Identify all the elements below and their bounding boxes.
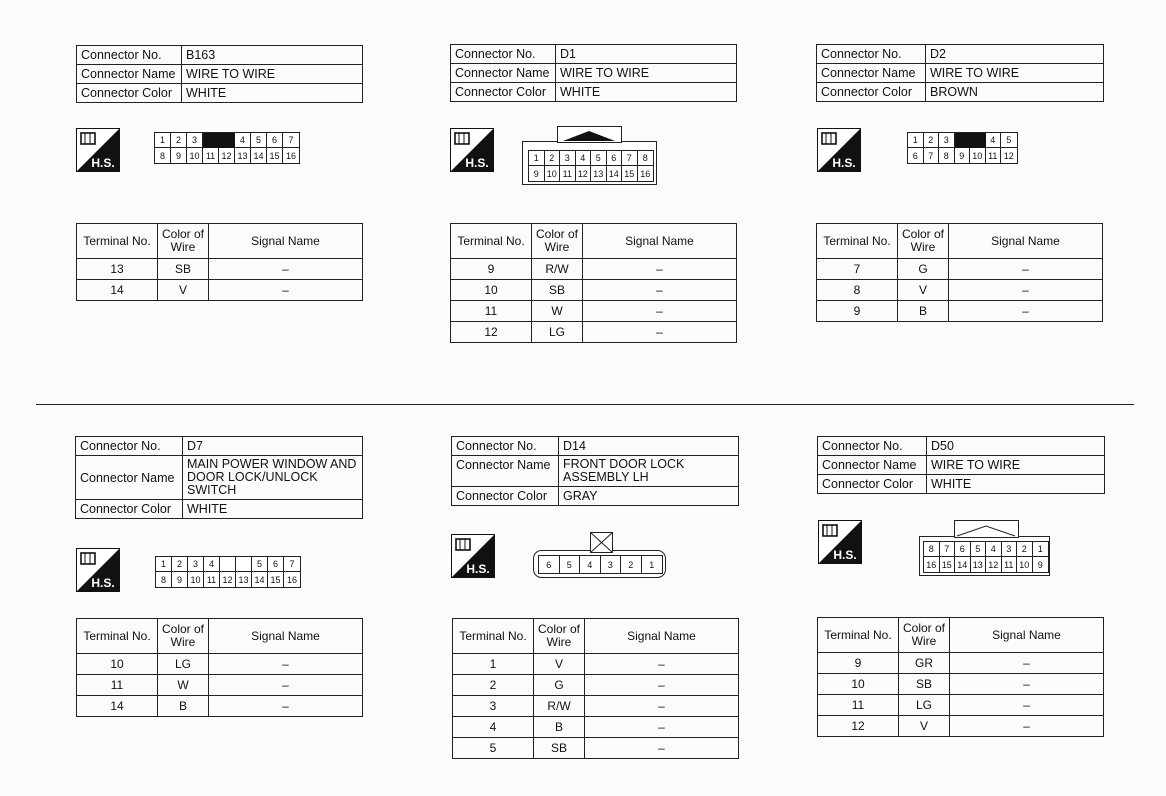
signal-name-cell: – bbox=[583, 280, 737, 301]
terminal-no-cell: 9 bbox=[817, 301, 898, 322]
hs-connector-icon bbox=[76, 128, 120, 172]
connector-color-value: WHITE bbox=[183, 500, 363, 519]
connector-key-slot bbox=[219, 133, 235, 148]
terminal-row bbox=[818, 674, 1104, 695]
terminal-row bbox=[451, 259, 737, 280]
terminal-table bbox=[76, 223, 363, 301]
connector-color-label: Connector Color bbox=[76, 500, 183, 519]
terminal-no-cell: 3 bbox=[453, 696, 534, 717]
wire-color-cell: V bbox=[898, 280, 949, 301]
connector-pin: 3 bbox=[188, 557, 204, 572]
terminal-table bbox=[816, 223, 1103, 322]
wire-color-cell: LG bbox=[899, 695, 950, 716]
signal-name-cell: – bbox=[949, 301, 1103, 322]
connector-pin: 4 bbox=[235, 133, 251, 148]
connector-pin: 15 bbox=[622, 166, 638, 181]
terminal-no-cell: 2 bbox=[453, 675, 534, 696]
terminal-no-cell: 9 bbox=[451, 259, 532, 280]
connector-info-table bbox=[451, 436, 739, 506]
wire-color-cell: V bbox=[534, 654, 585, 675]
terminal-row bbox=[77, 280, 363, 301]
signal-name-cell: – bbox=[209, 654, 363, 675]
connector-panel-d7 bbox=[75, 436, 365, 796]
terminal-row bbox=[77, 259, 363, 280]
terminal-row bbox=[77, 654, 363, 675]
wire-color-header: Color of Wire bbox=[898, 224, 949, 259]
wire-color-header: Color of Wire bbox=[899, 618, 950, 653]
connector-pin-grid bbox=[923, 541, 1049, 573]
connector-pin: 4 bbox=[576, 151, 592, 166]
hs-label: H.S. bbox=[833, 548, 857, 562]
connector-pin: 9 bbox=[529, 166, 545, 181]
connector-pin: 5 bbox=[251, 133, 267, 148]
connector-pin: 4 bbox=[986, 542, 1002, 557]
terminal-no-cell: 9 bbox=[818, 653, 899, 674]
connector-face bbox=[919, 520, 1053, 578]
connector-color-label: Connector Color bbox=[818, 475, 927, 494]
connector-pin: 15 bbox=[940, 557, 956, 572]
connector-pin: 13 bbox=[971, 557, 987, 572]
wire-color-header: Color of Wire bbox=[532, 224, 583, 259]
terminal-table bbox=[452, 618, 739, 759]
connector-pin: 3 bbox=[601, 556, 622, 573]
wire-color-cell: SB bbox=[534, 738, 585, 759]
connector-info-table bbox=[816, 44, 1104, 102]
terminal-no-cell: 12 bbox=[451, 322, 532, 343]
connector-pin: 1 bbox=[908, 133, 924, 148]
signal-name-header: Signal Name bbox=[950, 618, 1104, 653]
connector-pin: 12 bbox=[986, 557, 1002, 572]
terminal-no-cell: 11 bbox=[818, 695, 899, 716]
signal-name-header: Signal Name bbox=[209, 619, 363, 654]
connector-panel-d2 bbox=[816, 44, 1106, 404]
connector-pin: 1 bbox=[649, 559, 655, 570]
terminal-row bbox=[77, 696, 363, 717]
signal-name-header: Signal Name bbox=[949, 224, 1103, 259]
terminal-no-cell: 10 bbox=[451, 280, 532, 301]
connector-color-value: WHITE bbox=[927, 475, 1105, 494]
connector-pin: 7 bbox=[622, 151, 638, 166]
connector-name-value: WIRE TO WIRE bbox=[926, 64, 1104, 83]
connector-name-value: WIRE TO WIRE bbox=[182, 65, 363, 84]
connector-pin: 1 bbox=[529, 151, 545, 166]
connector-no-label: Connector No. bbox=[76, 437, 183, 456]
connector-pin: 12 bbox=[220, 572, 236, 587]
connector-key-slot bbox=[970, 133, 986, 148]
wire-color-cell: V bbox=[158, 280, 209, 301]
terminal-no-cell: 7 bbox=[817, 259, 898, 280]
connector-pin: 1 bbox=[156, 557, 172, 572]
signal-name-cell: – bbox=[209, 280, 363, 301]
connector-pin: 4 bbox=[580, 556, 601, 573]
hs-connector-icon bbox=[450, 128, 494, 172]
terminal-row bbox=[818, 695, 1104, 716]
connector-pin: 15 bbox=[268, 572, 284, 587]
wire-color-header: Color of Wire bbox=[158, 224, 209, 259]
signal-name-cell: – bbox=[950, 716, 1104, 737]
signal-name-cell: – bbox=[583, 259, 737, 280]
connector-no-value: B163 bbox=[182, 46, 363, 65]
terminal-table bbox=[817, 617, 1104, 737]
connector-pin: 8 bbox=[939, 148, 955, 163]
wire-color-cell: B bbox=[898, 301, 949, 322]
terminal-no-cell: 14 bbox=[77, 280, 158, 301]
connector-pin-grid bbox=[907, 132, 1018, 164]
connector-pin: 16 bbox=[285, 150, 296, 161]
connector-pin: 14 bbox=[252, 572, 268, 587]
connector-pin: 10 bbox=[187, 148, 203, 163]
wire-color-cell: W bbox=[532, 301, 583, 322]
connector-name-label: Connector Name bbox=[76, 456, 183, 500]
connector-no-value: D14 bbox=[559, 437, 739, 456]
terminal-no-header: Terminal No. bbox=[453, 619, 534, 654]
connector-pin: 1 bbox=[1033, 542, 1049, 557]
connector-no-label: Connector No. bbox=[452, 437, 559, 456]
terminal-no-cell: 13 bbox=[77, 259, 158, 280]
connector-pin: 13 bbox=[235, 148, 251, 163]
connector-pin: 1 bbox=[155, 133, 171, 148]
signal-name-header: Signal Name bbox=[209, 224, 363, 259]
connector-color-value: WHITE bbox=[182, 84, 363, 103]
connector-info-table bbox=[450, 44, 737, 102]
section-divider bbox=[36, 404, 1134, 405]
terminal-row bbox=[453, 738, 739, 759]
connector-pin: 13 bbox=[591, 166, 607, 181]
terminal-row bbox=[818, 653, 1104, 674]
connector-pin: 14 bbox=[251, 148, 267, 163]
connector-pin: 3 bbox=[939, 133, 955, 148]
connector-no-value: D2 bbox=[926, 45, 1104, 64]
terminal-row bbox=[451, 301, 737, 322]
connector-color-label: Connector Color bbox=[451, 83, 556, 102]
connector-pin: 7 bbox=[284, 557, 300, 572]
connector-name-label: Connector Name bbox=[817, 64, 926, 83]
connector-face bbox=[151, 127, 374, 167]
connector-pin: 3 bbox=[187, 133, 203, 148]
connector-pin: 5 bbox=[560, 556, 581, 573]
connector-pin: 2 bbox=[545, 151, 561, 166]
signal-name-cell: – bbox=[583, 322, 737, 343]
terminal-row bbox=[817, 301, 1103, 322]
terminal-row bbox=[453, 717, 739, 738]
connector-key-slot bbox=[955, 133, 971, 148]
connector-pin: 3 bbox=[560, 151, 576, 166]
connector-pin: 14 bbox=[955, 557, 971, 572]
connector-pin: 9 bbox=[955, 148, 971, 163]
connector-panel-b163 bbox=[76, 45, 366, 405]
wire-color-cell: SB bbox=[899, 674, 950, 695]
connector-pin: 11 bbox=[203, 148, 219, 163]
connector-color-value: BROWN bbox=[926, 83, 1104, 102]
connector-name-label: Connector Name bbox=[451, 64, 556, 83]
connector-pin: 5 bbox=[971, 542, 987, 557]
signal-name-header: Signal Name bbox=[585, 619, 739, 654]
connector-name-value: WIRE TO WIRE bbox=[556, 64, 737, 83]
connector-pin: 7 bbox=[940, 542, 956, 557]
connector-pin: 11 bbox=[1002, 557, 1018, 572]
signal-name-cell: – bbox=[209, 259, 363, 280]
connector-pin: 8 bbox=[156, 572, 172, 587]
connector-info-table bbox=[75, 436, 363, 519]
signal-name-header: Signal Name bbox=[583, 224, 737, 259]
terminal-no-header: Terminal No. bbox=[817, 224, 898, 259]
connector-no-value: D7 bbox=[183, 437, 363, 456]
connector-pin: 7 bbox=[924, 148, 940, 163]
terminal-no-header: Terminal No. bbox=[77, 619, 158, 654]
terminal-row bbox=[818, 716, 1104, 737]
wire-color-cell: SB bbox=[532, 280, 583, 301]
connector-no-label: Connector No. bbox=[77, 46, 182, 65]
connector-pin: 5 bbox=[252, 557, 268, 572]
connector-pin: 10 bbox=[970, 148, 986, 163]
connector-pin: 10 bbox=[188, 572, 204, 587]
connector-no-label: Connector No. bbox=[451, 45, 556, 64]
connector-empty-slot bbox=[220, 557, 236, 572]
terminal-row bbox=[817, 280, 1103, 301]
hs-label: H.S. bbox=[91, 576, 115, 590]
connector-pin: 12 bbox=[219, 148, 235, 163]
connector-info-table bbox=[817, 436, 1105, 494]
terminal-table bbox=[76, 618, 363, 717]
connector-pin: 6 bbox=[267, 133, 283, 148]
terminal-row bbox=[817, 259, 1103, 280]
signal-name-cell: – bbox=[585, 738, 739, 759]
signal-name-cell: – bbox=[209, 696, 363, 717]
connector-pin-grid bbox=[538, 555, 663, 574]
connector-pin: 3 bbox=[1002, 542, 1018, 557]
connector-pin-grid bbox=[155, 556, 301, 588]
connector-pin: 7 bbox=[283, 133, 299, 148]
hs-label: H.S. bbox=[91, 156, 115, 170]
connector-name-label: Connector Name bbox=[77, 65, 182, 84]
connector-color-label: Connector Color bbox=[817, 83, 926, 102]
terminal-no-header: Terminal No. bbox=[77, 224, 158, 259]
connector-pin-grid bbox=[154, 132, 300, 164]
connector-pin: 8 bbox=[638, 151, 654, 166]
wire-color-cell: SB bbox=[158, 259, 209, 280]
signal-name-cell: – bbox=[583, 301, 737, 322]
connector-color-value: GRAY bbox=[559, 487, 739, 506]
connector-pin: 13 bbox=[236, 572, 252, 587]
signal-name-cell: – bbox=[949, 259, 1103, 280]
hs-label: H.S. bbox=[832, 156, 856, 170]
connector-panel-d14 bbox=[451, 436, 741, 796]
signal-name-cell: – bbox=[950, 653, 1104, 674]
connector-pin: 15 bbox=[267, 148, 283, 163]
connector-pin-grid bbox=[528, 150, 654, 182]
connector-color-label: Connector Color bbox=[77, 84, 182, 103]
terminal-no-cell: 10 bbox=[818, 674, 899, 695]
signal-name-cell: – bbox=[950, 695, 1104, 716]
terminal-no-cell: 10 bbox=[77, 654, 158, 675]
terminal-row bbox=[451, 280, 737, 301]
connector-face bbox=[152, 551, 377, 593]
wire-color-cell: B bbox=[158, 696, 209, 717]
connector-pin: 14 bbox=[607, 166, 623, 181]
connector-name-value: FRONT DOOR LOCK ASSEMBLY LH bbox=[559, 456, 739, 487]
terminal-no-header: Terminal No. bbox=[451, 224, 532, 259]
wire-color-header: Color of Wire bbox=[534, 619, 585, 654]
connector-panel-d1 bbox=[450, 44, 740, 404]
connector-pin: 2 bbox=[1017, 542, 1033, 557]
connector-pin: 11 bbox=[560, 166, 576, 181]
hs-label: H.S. bbox=[465, 156, 489, 170]
connector-face bbox=[904, 127, 1024, 169]
terminal-no-cell: 12 bbox=[818, 716, 899, 737]
connector-pin: 12 bbox=[576, 166, 592, 181]
connector-pin: 2 bbox=[172, 557, 188, 572]
connector-pin: 5 bbox=[591, 151, 607, 166]
connector-panel-d50 bbox=[817, 436, 1107, 796]
terminal-no-cell: 4 bbox=[453, 717, 534, 738]
connector-pin: 4 bbox=[986, 133, 1002, 148]
connector-pin: 6 bbox=[268, 557, 284, 572]
connector-pin: 11 bbox=[204, 572, 220, 587]
connector-no-label: Connector No. bbox=[817, 45, 926, 64]
wire-color-cell: GR bbox=[899, 653, 950, 674]
hs-connector-icon bbox=[76, 548, 120, 592]
wire-color-cell: R/W bbox=[532, 259, 583, 280]
hs-label: H.S. bbox=[466, 562, 490, 576]
connector-pin: 2 bbox=[171, 133, 187, 148]
terminal-no-cell: 11 bbox=[77, 675, 158, 696]
hs-connector-icon bbox=[818, 520, 862, 564]
connector-pin: 2 bbox=[924, 133, 940, 148]
connector-info-table bbox=[76, 45, 363, 103]
wire-color-cell: R/W bbox=[534, 696, 585, 717]
signal-name-cell: – bbox=[585, 654, 739, 675]
wire-color-cell: W bbox=[158, 675, 209, 696]
signal-name-cell: – bbox=[950, 674, 1104, 695]
connector-pin: 16 bbox=[640, 168, 651, 179]
connector-pin: 6 bbox=[539, 556, 560, 573]
hs-connector-icon bbox=[817, 128, 861, 172]
connector-color-value: WHITE bbox=[556, 83, 737, 102]
terminal-row bbox=[453, 696, 739, 717]
connector-name-label: Connector Name bbox=[818, 456, 927, 475]
signal-name-cell: – bbox=[585, 696, 739, 717]
connector-pin: 16 bbox=[286, 574, 297, 585]
connector-pin: 9 bbox=[172, 572, 188, 587]
wire-color-cell: G bbox=[534, 675, 585, 696]
terminal-row bbox=[77, 675, 363, 696]
connector-no-label: Connector No. bbox=[818, 437, 927, 456]
hs-connector-icon bbox=[451, 534, 495, 578]
connector-face bbox=[522, 126, 658, 188]
connector-name-value: WIRE TO WIRE bbox=[927, 456, 1105, 475]
connector-pin: 8 bbox=[924, 542, 940, 557]
connector-pin: 10 bbox=[545, 166, 561, 181]
connector-name-label: Connector Name bbox=[452, 456, 559, 487]
connector-no-value: D50 bbox=[927, 437, 1105, 456]
connector-pin: 12 bbox=[1003, 150, 1014, 161]
signal-name-cell: – bbox=[209, 675, 363, 696]
terminal-table bbox=[450, 223, 737, 343]
connector-pin: 10 bbox=[1017, 557, 1033, 572]
connector-pin: 9 bbox=[171, 148, 187, 163]
connector-pin: 6 bbox=[607, 151, 623, 166]
terminal-no-cell: 1 bbox=[453, 654, 534, 675]
signal-name-cell: – bbox=[949, 280, 1103, 301]
terminal-no-header: Terminal No. bbox=[818, 618, 899, 653]
connector-pin: 2 bbox=[621, 556, 642, 573]
terminal-no-cell: 8 bbox=[817, 280, 898, 301]
wire-color-cell: LG bbox=[532, 322, 583, 343]
connector-pin: 9 bbox=[1037, 559, 1043, 570]
connector-pin: 11 bbox=[986, 148, 1002, 163]
connector-pin: 6 bbox=[955, 542, 971, 557]
terminal-row bbox=[453, 654, 739, 675]
wire-color-cell: B bbox=[534, 717, 585, 738]
wire-color-cell: LG bbox=[158, 654, 209, 675]
wire-color-header: Color of Wire bbox=[158, 619, 209, 654]
terminal-no-cell: 11 bbox=[451, 301, 532, 322]
connector-name-value: MAIN POWER WINDOW AND DOOR LOCK/UNLOCK SWITCH bbox=[183, 456, 363, 500]
connector-color-label: Connector Color bbox=[452, 487, 559, 506]
signal-name-cell: – bbox=[585, 675, 739, 696]
connector-pin: 8 bbox=[155, 148, 171, 163]
connector-pin: 6 bbox=[908, 148, 924, 163]
connector-no-value: D1 bbox=[556, 45, 737, 64]
connector-pin: 4 bbox=[204, 557, 220, 572]
connector-empty-slot bbox=[236, 557, 252, 572]
terminal-row bbox=[451, 322, 737, 343]
connector-pin: 5 bbox=[1001, 133, 1017, 148]
wire-color-cell: V bbox=[899, 716, 950, 737]
connector-key-slot bbox=[203, 133, 219, 148]
wire-color-cell: G bbox=[898, 259, 949, 280]
signal-name-cell: – bbox=[585, 717, 739, 738]
terminal-row bbox=[453, 675, 739, 696]
connector-face bbox=[533, 532, 667, 580]
terminal-no-cell: 5 bbox=[453, 738, 534, 759]
terminal-no-cell: 14 bbox=[77, 696, 158, 717]
connector-pin: 16 bbox=[924, 557, 940, 572]
